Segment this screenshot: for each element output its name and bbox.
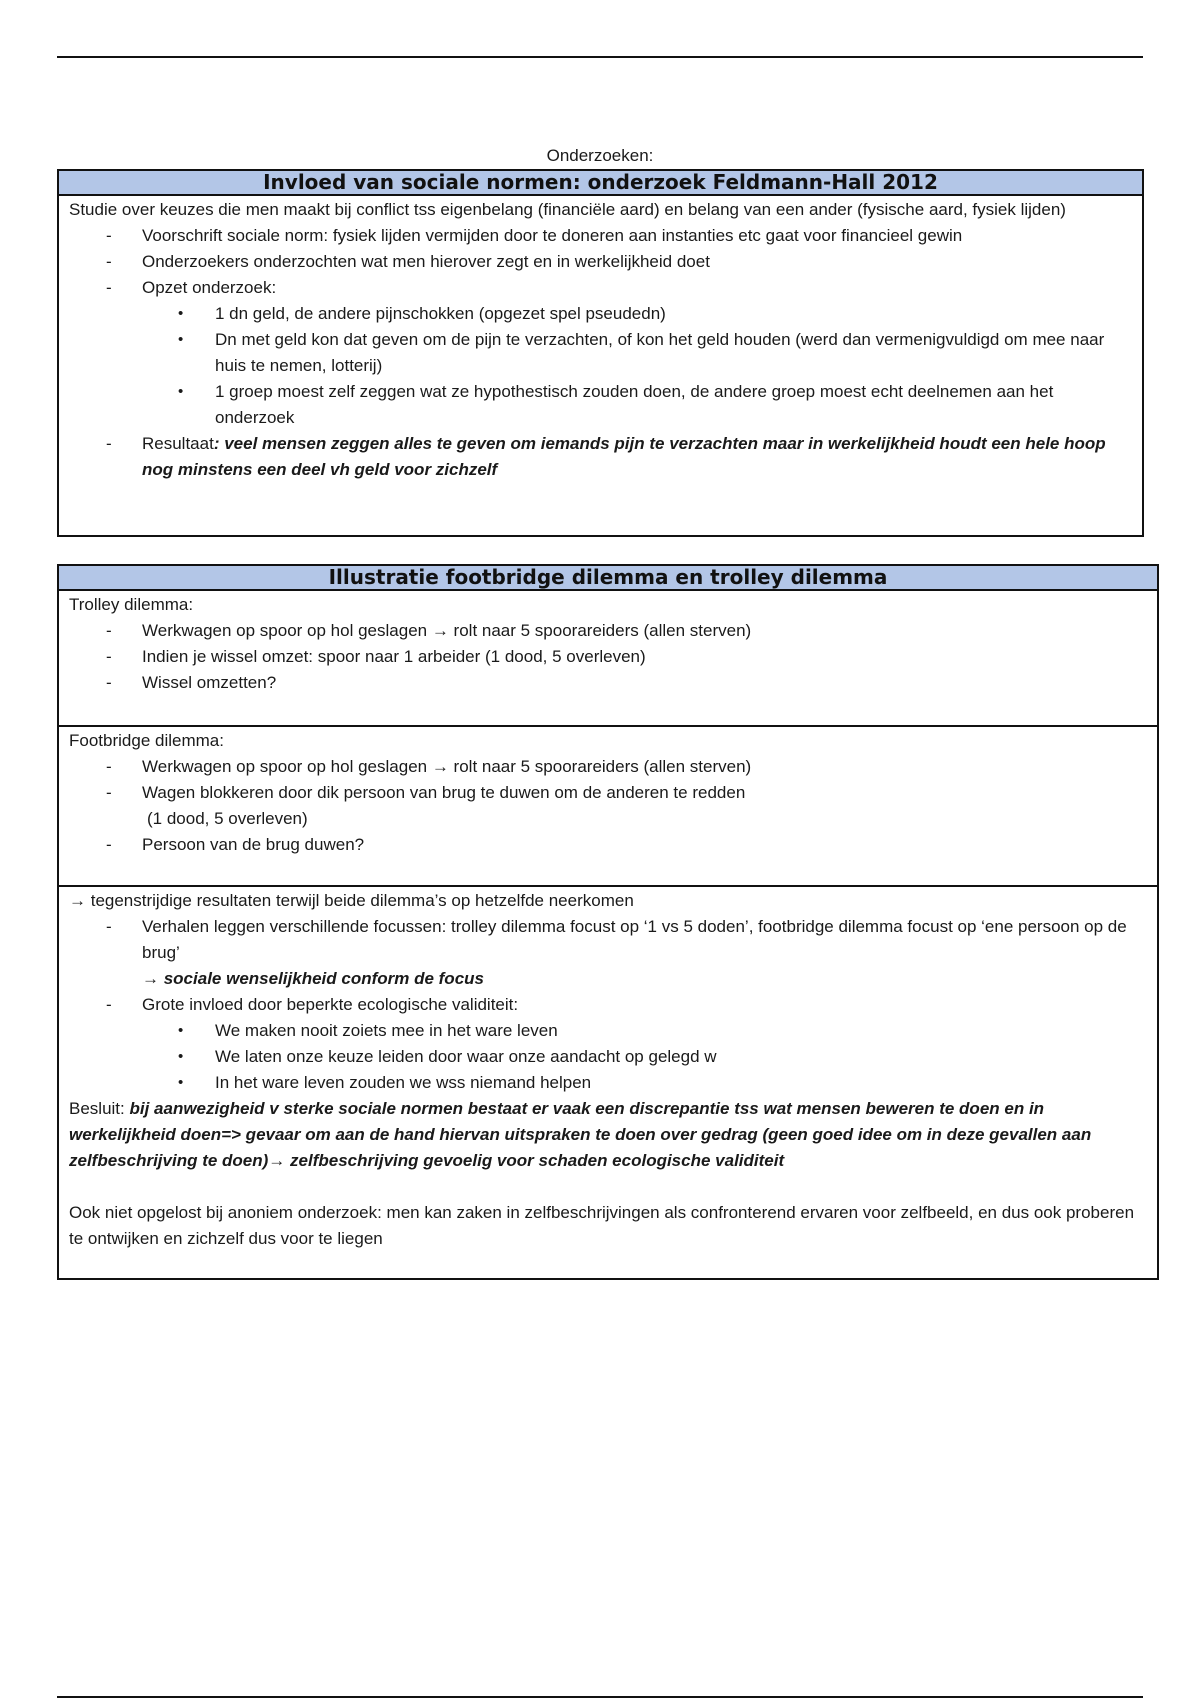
conclusion-section [59,887,1157,1252]
besluit-paragraph [69,1096,1147,1174]
sub-list-item: • 1 dn geld, de andere pijnschokken (opgezet spel pseudedn) [178,304,666,323]
result-label: Resultaat [142,434,214,453]
list-item: - Verhalen leggen verschillende focussen: trolley dilemma focust op ‘1 vs 5 doden’, footbridge dilemma focust op ‘ene persoon op de brug’ [106,917,1127,962]
result-item: - Resultaat: veel mensen zeggen alles te geven om iemands pijn te verzachten maar in werkelijkheid houdt een hele hoop nog minstens een deel vh geld voor zichzelf [106,434,1106,479]
anonymous-note: Ook niet opgelost bij anoniem onderzoek: men kan zaken in zelfbeschrijvingen als confronterend ervaren voor zelfbeeld, en dus ook proberen te ontwijken en zichzelf dus voor te liegen [69,1203,1135,1248]
list-item: - Wagen blokkeren door dik persoon van brug te duwen om de anderen te redden (1 dood, 5 overleven) [106,783,746,828]
trolley-section [59,591,1157,727]
list-item: - Persoon van de brug duwen? [106,835,365,854]
sub-list-item: • In het ware leven zouden we wss niemand helpen [178,1073,592,1092]
list-item: - Onderzoekers onderzochten wat men hierover zegt en in werkelijkheid doet [106,252,710,271]
besluit-label: Besluit: [69,1099,130,1118]
list-item: - Werkwagen op spoor op hol geslagen → rolt naar 5 spoorareiders (allen sterven) [106,757,752,776]
sub-list-item: • We laten onze keuze leiden door waar onze aandacht op gelegd w [178,1047,717,1066]
list-item: - Indien je wissel omzet: spoor naar 1 arbeider (1 dood, 5 overleven) [106,647,646,666]
header-rule [57,56,1143,58]
list-item: - Voorschrift sociale norm: fysiek lijden vermijden door te doneren aan instanties etc gaat voor financieel gewin [106,226,963,245]
section-title: Footbridge dilemma: [69,731,224,750]
section-title: Trolley dilemma: [69,595,194,614]
focus-result: → sociale wenselijkheid conform de focus [142,969,484,988]
study-intro: Studie over keuzes die men maakt bij conflict tss eigenbelang (financiële aard) en belang van een ander (fysische aard, fysiek lijden) [69,200,1066,219]
result-text: : veel mensen zeggen alles te geven om iemands pijn te verzachten maar in werkelijkheid houdt een hele hoop nog minstens een deel vh geld voor zichzelf [142,434,1106,479]
dilemma-box [57,564,1159,1280]
footer-rule [57,1696,1143,1698]
list-item: - Wissel omzetten? [106,673,277,692]
box-header: Illustratie footbridge dilemma en trolley dilemma [59,566,1157,591]
footbridge-section [59,727,1157,887]
conclusion-intro: → tegenstrijdige resultaten terwijl beide dilemma’s op hetzelfde neerkomen [69,891,634,910]
sub-list-item: • We maken nooit zoiets mee in het ware leven [178,1021,558,1040]
sub-list-item: • Dn met geld kon dat geven om de pijn te verzachten, of kon het geld houden (werd dan vermenigvuldigd om mee naar huis te nemen, lotterij) [178,330,1105,375]
box-header: Invloed van sociale normen: onderzoek Feldmann-Hall 2012 [59,171,1142,196]
feldmann-hall-box [57,169,1144,537]
list-item: - Opzet onderzoek: [106,278,277,297]
sub-list-item: • 1 groep moest zelf zeggen wat ze hypothestisch zouden doen, de andere groep moest echt deelnemen aan het onderzoek [178,382,1054,427]
page-title: Onderzoeken: [546,146,654,165]
list-item: - Grote invloed door beperkte ecologische validiteit: [106,995,519,1014]
box-body [59,196,1142,483]
besluit-text: bij aanwezigheid v sterke sociale normen bestaat er vaak een discrepantie tss wat mensen beweren te doen en in werkelijkheid doen=> gevaar om aan de hand hiervan uitspraken te doen over gedrag (geen goed idee om in deze gevallen aan zelfbeschrijving te doen)→ zelfbeschrijving gevoelig voor schaden ecologische validiteit [69,1099,1092,1170]
list-item: - Werkwagen op spoor op hol geslagen → rolt naar 5 spoorareiders (allen sterven) [106,621,752,640]
